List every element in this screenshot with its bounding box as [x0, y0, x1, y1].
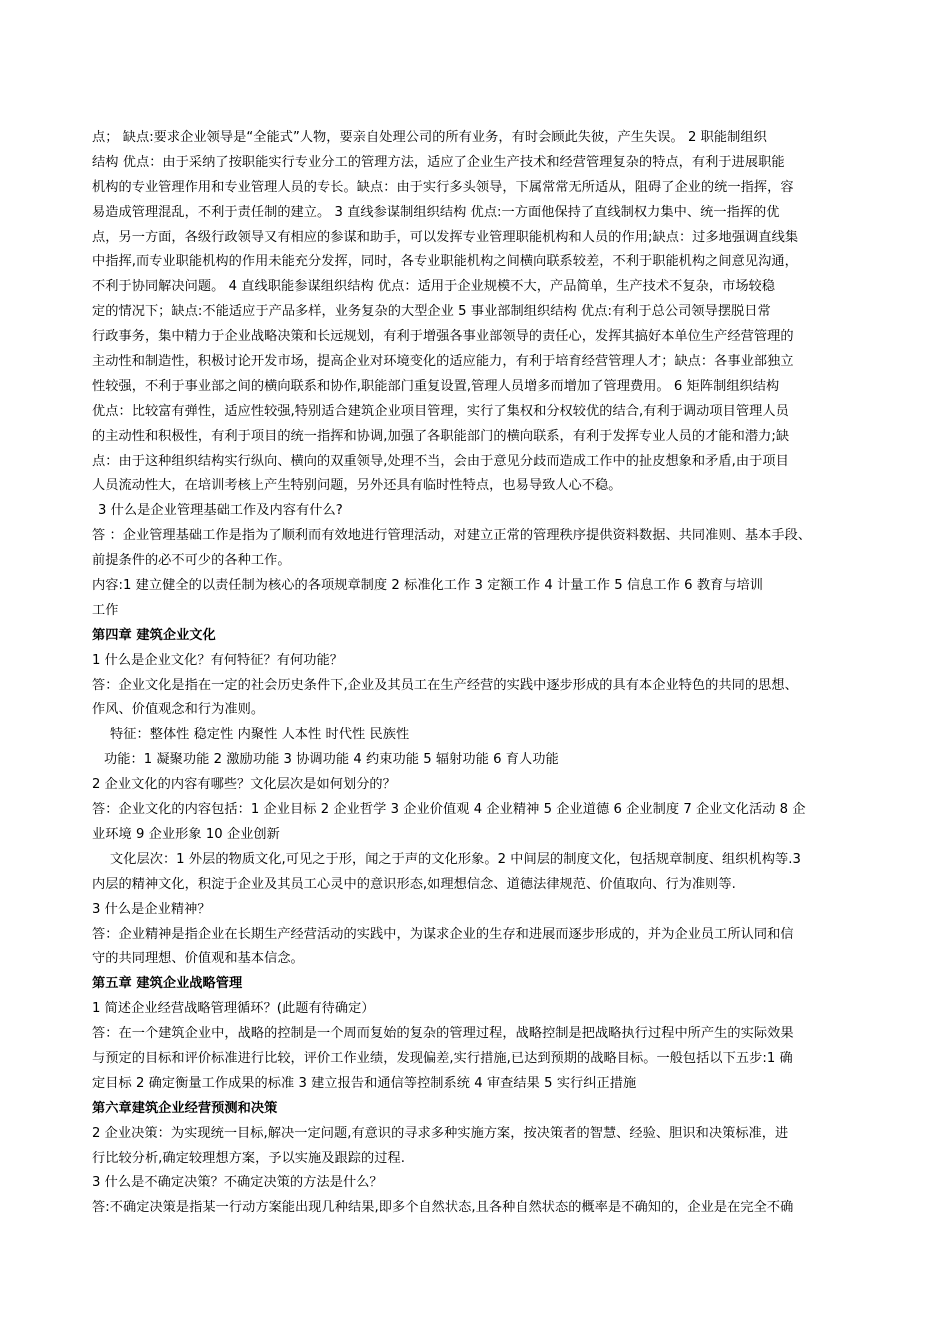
text-line: 文化层次：1 外层的物质文化,可见之于形，闻之于声的文化形象。2 中间层的制度文化，包括规章制度、组织机构等.3: [110, 851, 801, 867]
chapter-heading: 第六章建筑企业经营预测和决策: [92, 1100, 278, 1116]
text-line: 中指挥,而专业职能机构的作用未能充分发挥，同时，各专业职能机构之间横向联系较差，不利于职能机构之间意见沟通，: [92, 254, 798, 270]
text-line: 答：企业文化是指在一定的社会历史条件下,企业及其员工在生产经营的实践中逐步形成的具有本企业特色的共同的思想、: [92, 677, 798, 693]
text-line: 行政事务，集中精力于企业战略决策和长远规划，有利于增强各事业部领导的责任心，发挥其搞好本单位生产经营管理的: [92, 329, 794, 345]
text-line: 机构的专业管理作用和专业管理人员的专长。缺点：由于实行多头领导，下属常常无所适从，阻碍了企业的统一指挥，容: [92, 179, 794, 195]
text-line: 性较强，不利于事业部之间的横向联系和协作,职能部门重复设置,管理人员增多而增加了管理费用。 6 矩阵制组织结构: [92, 378, 780, 394]
text-line: 工作: [92, 602, 119, 618]
text-line: 答:不确定决策是指某一行动方案能出现几种结果,即多个自然状态,且各种自然状态的概率是不确知的，企业是在完全不确: [92, 1200, 794, 1216]
text-line: 点； 缺点:要求企业领导是“全能式”人物，要亲自处理公司的所有业务，有时会顾此失彼，产生失误。 2 职能制组织: [92, 130, 767, 145]
text-line: 3 什么是企业精神？: [92, 901, 211, 917]
text-line: 2 企业决策：为实现统一目标,解决一定问题,有意识的寻求多种实施方案，按决策者的智慧、经验、胆识和决策标准，进: [92, 1125, 789, 1141]
text-line: 与预定的目标和评价标准进行比较，评价工作业绩，发现偏差,实行措施,已达到预期的战略目标。一般包括以下五步:1 确: [92, 1050, 793, 1066]
text-line: 优点：比较富有弹性，适应性较强,特别适合建筑企业项目管理，实行了集权和分权较优的结合,有利于调动项目管理人员: [92, 403, 789, 419]
chapter-heading: 第五章 建筑企业战略管理: [92, 976, 243, 992]
text-line: 3 什么是不确定决策？不确定决策的方法是什么？: [92, 1175, 383, 1191]
text-line: 作风、价值观念和行为准则。: [92, 702, 265, 718]
text-line: 结构 优点：由于采纳了按职能实行专业分工的管理方法，适应了企业生产技术和经营管理复杂的特点，有利于进展职能: [92, 154, 785, 170]
text-line: 的主动性和积极性，有利于项目的统一指挥和协调,加强了各职能部门的横向联系，有利于发挥专业人员的才能和潜力;缺: [92, 428, 790, 444]
text-line: 1 简述企业经营战略管理循环？(此题有待确定）: [92, 1001, 375, 1017]
text-line: 点，另一方面，各级行政领导又有相应的参谋和助手，可以发挥专业管理职能机构和人员的作用;缺点：过多地强调直线集: [92, 229, 799, 245]
text-line: 答 ：企业管理基础工作是指为了顺利而有效地进行管理活动，对建立正常的管理秩序提供资料数据、共同准则、基本手段、: [92, 528, 812, 544]
text-line: 内容:1 建立健全的以责任制为核心的各项规章制度 2 标准化工作 3 定额工作 4 计量工作 5 信息工作 6 教育与培训: [92, 578, 764, 594]
text-line: 3 什么是企业管理基础工作及内容有什么?: [98, 503, 343, 519]
text-line: 定的情况下；缺点:不能适应于产品多样，业务复杂的大型企业 5 事业部制组织结构 优点:有利于总公司领导摆脱日常: [92, 304, 771, 320]
text-line: 特征：整体性 稳定性 内聚性 人本性 时代性 民族性: [110, 727, 410, 743]
text-line: 不利于协同解决问题。 4 直线职能参谋组织结构 优点：适用于企业规模不大，产品简单，生产技术不复杂，市场较稳: [92, 279, 776, 295]
text-line: 易造成管理混乱，不利于责任制的建立。 3 直线参谋制组织结构 优点:一方面他保持了直线制权力集中、统一指挥的优: [92, 204, 780, 220]
text-line: 答：在一个建筑企业中，战略的控制是一个周而复始的复杂的管理过程，战略控制是把战略执行过程中所产生的实际效果: [92, 1026, 794, 1042]
document-page: [92, 126, 860, 1221]
text-line: 内层的精神文化，积淀于企业及其员工心灵中的意识形态,如理想信念、道德法律规范、价值取向、行为准则等.: [92, 876, 736, 892]
text-line: 2 企业文化的内容有哪些？文化层次是如何划分的？: [92, 777, 396, 793]
text-line: 行比较分析,确定较理想方案，予以实施及跟踪的过程.: [92, 1150, 405, 1166]
text-line: 前提条件的必不可少的各种工作。: [92, 553, 291, 569]
text-line: 定目标 2 确定衡量工作成果的标准 3 建立报告和通信等控制系统 4 审查结果 5 实行纠正措施: [92, 1075, 637, 1091]
text-line: 答：企业文化的内容包括：1 企业目标 2 企业哲学 3 企业价值观 4 企业精神 5 企业道德 6 企业制度 7 企业文化活动 8 企: [92, 802, 806, 818]
text-line: 人员流动性大，在培训考核上产生特别问题，另外还具有临时性特点，也易导致人心不稳。: [92, 478, 622, 494]
text-line: 点：由于这种组织结构实行纵向、横向的双重领导,处理不当，会由于意见分歧而造成工作中的扯皮想象和矛盾,由于项目: [92, 453, 789, 469]
text-line: 功能：1 凝聚功能 2 激励功能 3 协调功能 4 约束功能 5 辐射功能 6 育人功能: [104, 752, 559, 768]
text-line: 主动性和制造性，积极讨论开发市场，提高企业对环境变化的适应能力，有利于培育经营管理人才；缺点：各事业部独立: [92, 354, 794, 370]
text-line: 答：企业精神是指企业在长期生产经营活动的实践中，为谋求企业的生存和进展而逐步形成的，并为企业员工所认同和信: [92, 926, 794, 942]
text-line: 守的共同理想、价值观和基本信念。: [92, 951, 304, 967]
text-line: 1 什么是企业文化？有何特征？有何功能？: [92, 652, 343, 668]
chapter-heading: 第四章 建筑企业文化: [92, 627, 216, 643]
text-line: 业环境 9 企业形象 10 企业创新: [92, 826, 280, 842]
